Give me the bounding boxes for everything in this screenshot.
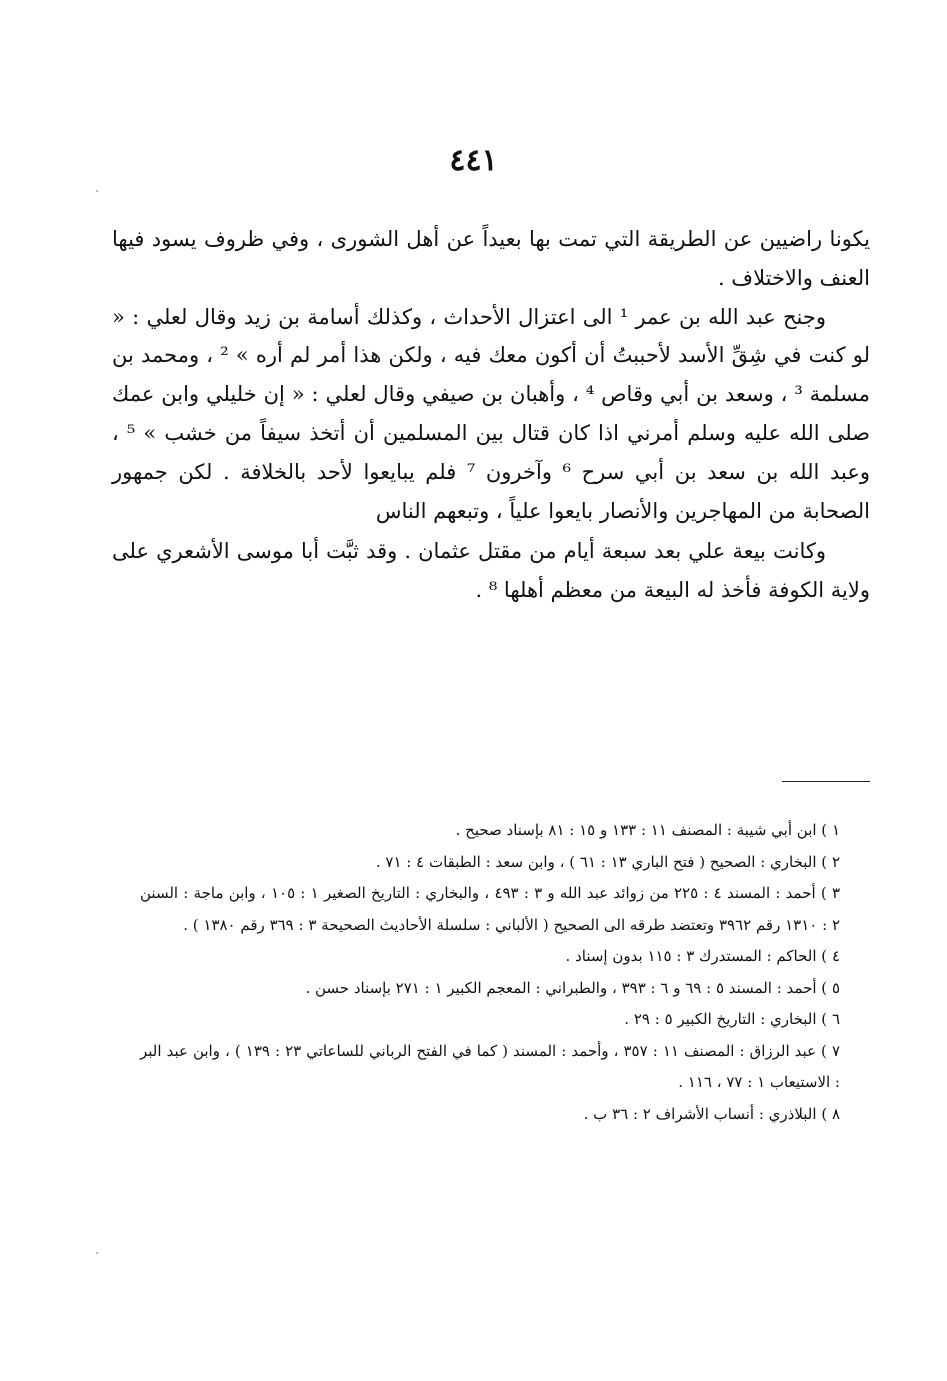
footnote-4: ٤ ) الحاكم : المستدرك ٣ : ١١٥ بدون إسناد .: [565, 947, 840, 965]
paragraph-3: وكانت بيعة علي بعد سبعة أيام من مقتل عثمان . وقد ثبَّت أبا موسى الأشعري على ولاية الكوفة فأخذ له البيعة من معظم أهلها ⁸ .: [112, 539, 870, 603]
page-number: ٤٤١: [449, 143, 498, 178]
footnote-1: ١ ) ابن أبي شيبة : المصنف ١١ : ١٣٣ و ١٥ : ٨١ بإسناد صحيح .: [455, 821, 840, 839]
paragraph-1: يكونا راضيين عن الطريقة التي تمت بها بعيداً عن أهل الشورى ، وفي ظروف يسود فيها العنف والاختلاف .: [112, 227, 870, 290]
footnote-separator: [782, 781, 870, 782]
footnote-2: ٢ ) البخاري : الصحيح ( فتح الباري ١٣ : ٦١ ) ، وابن سعد : الطبقات ٤ : ٧١ .: [375, 852, 840, 871]
footnote-6: ٦ ) البخاري : التاريخ الكبير ٥ : ٢٩ .: [624, 1010, 840, 1028]
scan-mark: [96, 1252, 98, 1254]
main-text: [112, 220, 870, 610]
footnotes: [140, 815, 840, 1130]
footnote-5: ٥ ) أحمد : المسند ٥ : ٦٩ و ٦ : ٣٩٣ ، والطبراني : المعجم الكبير ١ : ٢٧١ بإسناد حسن .: [305, 978, 840, 997]
scan-mark: [96, 190, 98, 192]
paragraph-2: وجنح عبد الله بن عمر ¹ الى اعتزال الأحداث ، وكذلك أسامة بن زيد وقال لعلي : « لو كنت في شِقِّ الأسد لأحببتُ أن أكون معك فيه ، ولكن هذا أمر لم أره » ² ، ومحمد بن مسلمة ³ ، وسعد بن أبي وقاص ⁴ ، وأهبان بن صيفي وقال لعلي : « إن خليلي وابن عمك صلى الله عليه وسلم أمرني اذا كان قتال بين المسلمين أن أتخذ سيفاً من خشب » ⁵ ، وعبد الله بن سعد بن أبي سرح ⁶ وآخرون ⁷ فلم يبايعوا لأحد بالخلافة . لكن جمهور الصحابة من المهاجرين والأنصار بايعوا علياً ، وتبعهم الناس: [112, 304, 870, 523]
footnote-3: ٣ ) أحمد : المسند ٤ : ٢٢٥ من زوائد عبد الله و ٣ : ٤٩٣ ، والبخاري : التاريخ الصغير ١ : ١٠٥ ، وابن ماجة : السنن ٢ : ١٣١٠ رقم ٣٩٦٢ وتعتضد طرقه الى الصحيح ( الألباني : سلسلة الأحاديث الصحيحة ٣ : ٣٦٩ رقم ١٣٨٠ ) .: [140, 884, 840, 934]
footnote-7: ٧ ) عبد الرزاق : المصنف ١١ : ٣٥٧ ، وأحمد : المسند ( كما في الفتح الرباني للساعاتي ٢٣ : ١٣٩ ) ، وابن عبد البر : الاستيعاب ١ : ٧٧ ، ١١٦ .: [140, 1041, 841, 1091]
footnote-8: ٨ ) البلاذري : أنساب الأشراف ٢ : ٣٦ ب .: [583, 1104, 840, 1123]
